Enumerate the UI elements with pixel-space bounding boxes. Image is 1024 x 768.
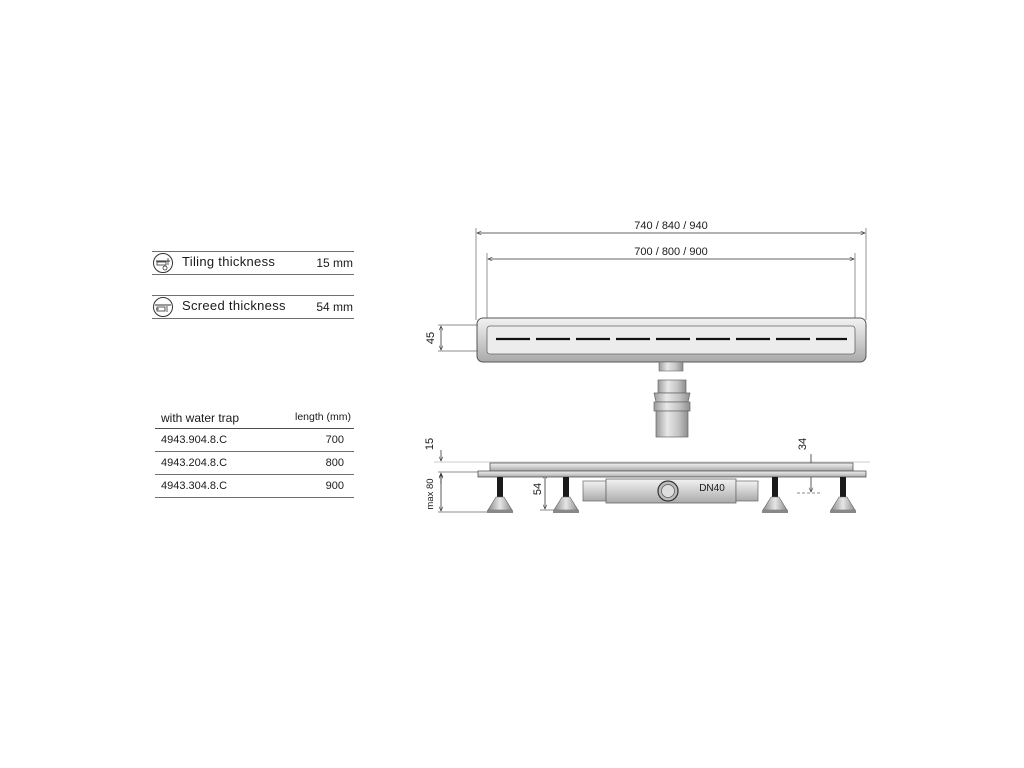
adjustable-foot [830,477,856,513]
screed-thickness-label: Screed thickness [182,298,286,313]
body-height-dimension [425,325,478,351]
screed-thickness-value: 54 mm [316,300,353,314]
screed-dimension-label: 54 [532,482,544,496]
overall-length-dimension [476,220,866,320]
drain-side-view [478,463,866,477]
overall-length-label: 740 / 840 / 940 [634,220,708,232]
adjustable-foot [487,477,513,513]
product-length: 800 [325,457,344,469]
max-height-dimension [425,474,500,512]
product-code: 4943.304.8.C [161,480,228,492]
grate-length-dimension [487,246,855,326]
max-height-label: max 80 [425,478,436,510]
drain-top-view [477,318,866,371]
tiling-thickness-label: Tiling thickness [182,254,276,269]
adjustable-foot [553,477,579,513]
outlet-pipe [583,479,758,503]
body-height-label: 45 [425,331,437,345]
header-product: with water trap [161,411,240,425]
outlet-size-label: DN40 [699,483,725,494]
header-length: length (mm) [294,411,351,423]
outlet-offset-label: 34 [797,437,809,451]
product-code: 4943.204.8.C [161,457,228,469]
adjustable-foot [762,477,788,513]
tiling-dimension-label: 15 [424,437,436,451]
grate-length-label: 700 / 800 / 900 [634,246,708,258]
water-trap-siphon [654,380,690,437]
product-length: 700 [325,434,344,446]
product-code: 4943.904.8.C [161,434,228,446]
tiling-thickness-value: 15 mm [316,256,353,270]
product-length: 900 [325,480,344,492]
